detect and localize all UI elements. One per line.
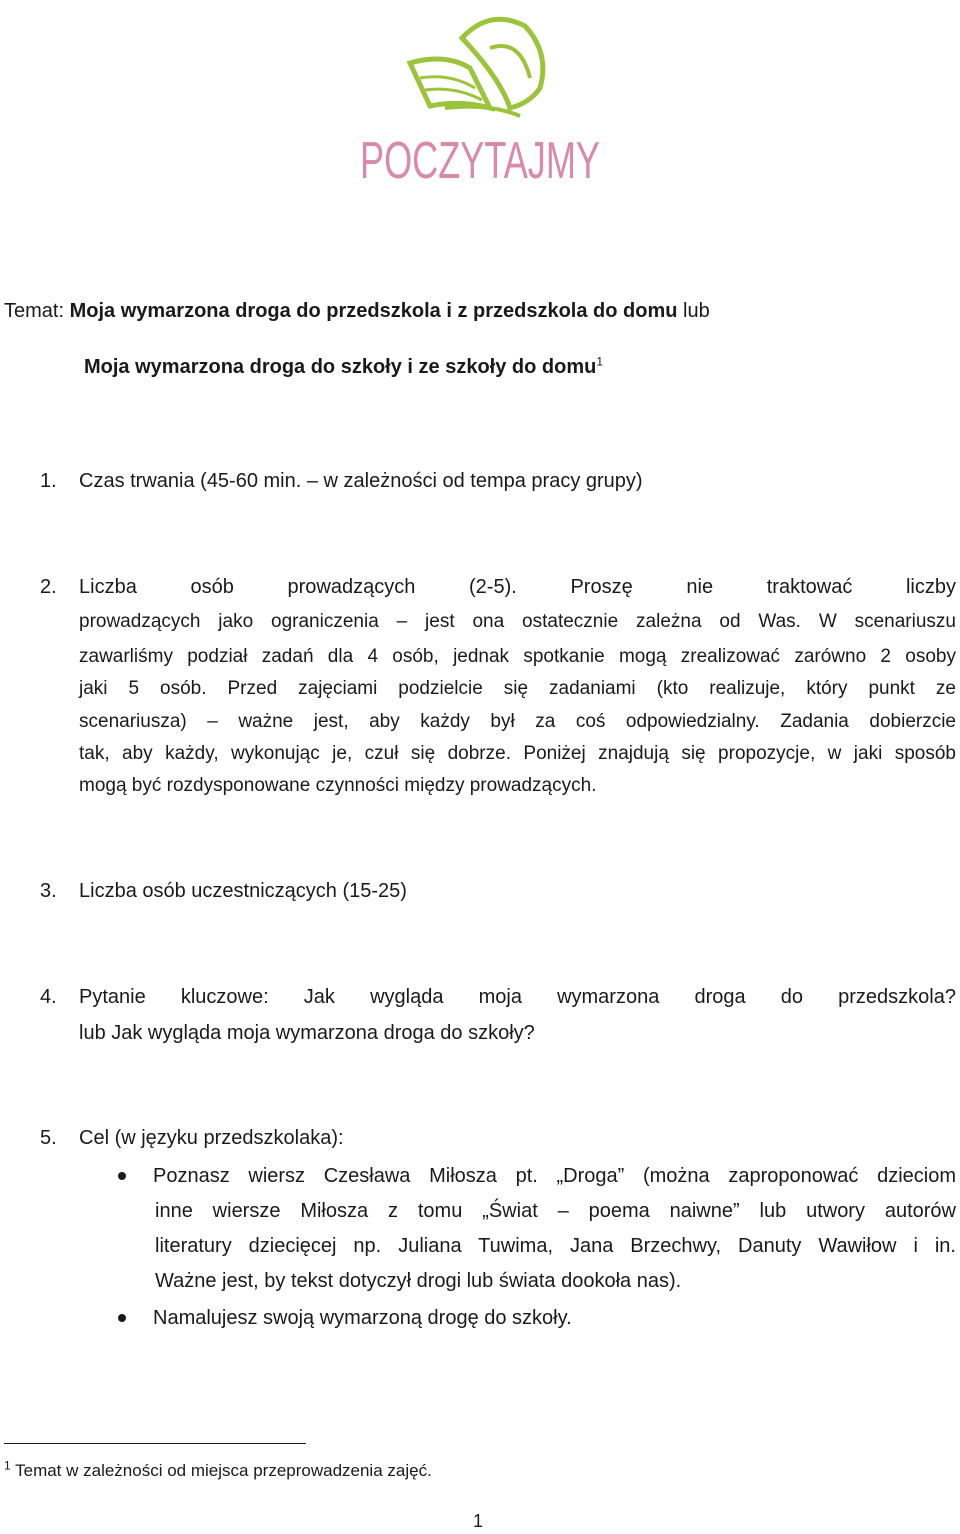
item-4-line: lub Jak wygląda moja wymarzona droga do szkoły? bbox=[79, 1022, 535, 1044]
bullet-2 bbox=[118, 1314, 126, 1322]
topic-label: Temat: bbox=[4, 300, 65, 322]
item-2-line: jaki 5 osób. Przed zajęciami podzielcie się zadaniami (kto realizuje, który punkt ze bbox=[79, 678, 956, 699]
item-3-text: Liczba osób uczestniczących (15-25) bbox=[79, 880, 407, 902]
topic-title-1: Moja wymarzona droga do przedszkola i z przedszkola do domu bbox=[69, 300, 678, 322]
bullet-1 bbox=[118, 1172, 126, 1180]
item-2-number: 2. bbox=[40, 576, 57, 598]
goal-2-text: Namalujesz swoją wymarzoną drogę do szkoły. bbox=[153, 1307, 572, 1329]
topic-or: lub bbox=[683, 300, 710, 322]
item-5-text: Cel (w języku przedszkolaka): bbox=[79, 1127, 344, 1149]
page-number: 1 bbox=[473, 1511, 484, 1531]
footnote-ref: 1 bbox=[596, 354, 604, 369]
svg-text:POCZYTAJMY: POCZYTAJMY bbox=[360, 132, 600, 190]
item-5-number: 5. bbox=[40, 1127, 57, 1149]
footnote-rule bbox=[4, 1443, 306, 1444]
topic-line-1 bbox=[4, 298, 710, 324]
goal-1-line: inne wiersze Miłosza z tomu „Świat – poema naiwne” lub utwory autorów bbox=[155, 1200, 956, 1222]
item-2-line: scenariusza) – ważne jest, aby każdy był za coś odpowiedzialny. Zadania dobierzcie bbox=[79, 711, 956, 732]
topic-line-2 bbox=[84, 354, 603, 380]
item-1-text: Czas trwania (45-60 min. – w zależności od tempa pracy grupy) bbox=[79, 470, 643, 492]
item-3-number: 3. bbox=[40, 880, 57, 902]
poczytajmy-logo bbox=[350, 8, 610, 208]
item-4-line: Pytanie kluczowe: Jak wygląda moja wymarzona droga do przedszkola? bbox=[79, 986, 956, 1008]
goal-1-line: Poznasz wiersz Czesława Miłosza pt. „Droga” (można zaproponować dzieciom bbox=[153, 1165, 956, 1187]
item-2-line: prowadzących jako ograniczenia – jest ona ostatecznie zależna od Was. W scenariuszu bbox=[79, 611, 956, 632]
topic-title-2: Moja wymarzona droga do szkoły i ze szkoły do domu bbox=[84, 356, 597, 378]
footnote-text: Temat w zależności od miejsca przeprowadzenia zajęć. bbox=[15, 1461, 432, 1480]
footnote-number: 1 bbox=[4, 1458, 11, 1473]
item-2-line: Liczba osób prowadzących (2-5). Proszę nie traktować liczby bbox=[79, 576, 956, 598]
item-1-number: 1. bbox=[40, 470, 57, 492]
goal-1-line: literatury dziecięcej np. Juliana Tuwima, Jana Brzechwy, Danuty Wawiłow i in. bbox=[155, 1235, 956, 1257]
footnote bbox=[4, 1458, 432, 1484]
item-4-number: 4. bbox=[40, 986, 57, 1008]
goal-1-line: Ważne jest, by tekst dotyczył drogi lub świata dookoła nas). bbox=[155, 1270, 682, 1292]
item-2-line: zawarliśmy podział zadań dla 4 osób, jednak spotkanie mogą zrealizować zarówno 2 osoby bbox=[79, 646, 956, 667]
item-2-line: tak, aby każdy, wykonując je, czuł się dobrze. Poniżej znajdują się propozycje, w jaki sposób bbox=[79, 743, 956, 764]
item-2-line: mogą być rozdysponowane czynności między prowadzących. bbox=[79, 775, 597, 796]
